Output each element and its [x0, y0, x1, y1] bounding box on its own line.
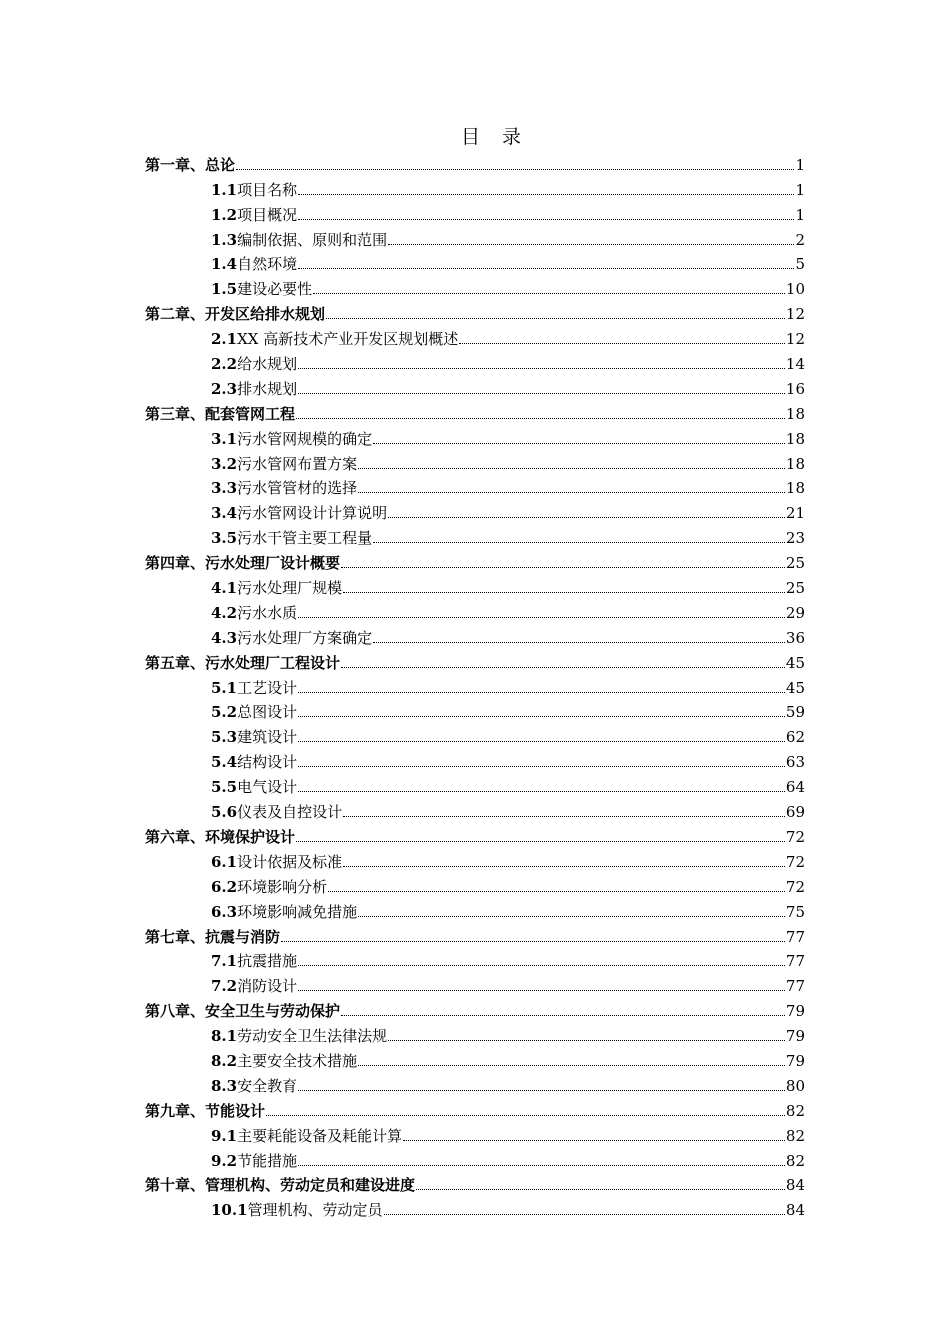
toc-chapter-entry[interactable]: [0, 1096, 950, 1121]
toc-page-number: 2: [795, 230, 805, 249]
toc-page-number: 69: [785, 803, 805, 822]
toc-entry-number: 1.4: [211, 255, 238, 274]
toc-entry-number: 3.3: [211, 479, 238, 498]
toc-chapter-entry[interactable]: [0, 299, 950, 324]
toc-page-number: 18: [785, 479, 805, 498]
toc-entry-label: 管理机构、劳动定员: [247, 1201, 383, 1220]
toc-dot-leader: [373, 542, 785, 543]
toc-page-number: 25: [785, 554, 805, 573]
toc-dot-leader: [358, 468, 785, 469]
toc-section-entry[interactable]: [0, 673, 950, 698]
toc-dot-leader: [298, 268, 794, 269]
toc-dot-leader: [343, 592, 785, 593]
toc-section-entry[interactable]: [0, 1121, 950, 1146]
toc-dot-leader: [298, 1090, 785, 1091]
toc-page-number: 72: [785, 827, 805, 846]
toc-dot-leader: [358, 1065, 785, 1066]
toc-dot-leader: [388, 1040, 785, 1041]
toc-dot-leader: [298, 716, 785, 717]
toc-entry-label: 污水管网设计计算说明: [237, 504, 388, 523]
toc-entry-number: 7.2: [211, 977, 238, 996]
toc-entry-number: 5.3: [211, 728, 238, 747]
toc-section-entry[interactable]: [0, 274, 950, 299]
toc-page-number: 79: [785, 1027, 805, 1046]
toc-entry-label: 第七章、抗震与消防: [145, 927, 281, 946]
toc-entry-number: 3.4: [211, 504, 238, 523]
toc-entry-label: 第一章、总论: [145, 155, 236, 174]
toc-dot-leader: [343, 816, 785, 817]
toc-dot-leader: [236, 169, 794, 170]
toc-chapter-entry[interactable]: [0, 1171, 950, 1196]
toc-section-entry[interactable]: [0, 225, 950, 250]
toc-section-entry[interactable]: [0, 474, 950, 499]
toc-entry-label: 劳动安全卫生法律法规: [237, 1027, 388, 1046]
toc-section-entry[interactable]: [0, 1146, 950, 1171]
toc-entry-number: 8.3: [211, 1076, 238, 1095]
toc-entry-label: 自然环境: [237, 255, 298, 274]
toc-entry-number: 2.3: [211, 379, 238, 398]
toc-dot-leader: [403, 1140, 785, 1141]
toc-dot-leader: [388, 517, 785, 518]
toc-entry-label: XX 高新技术产业开发区规划概述: [237, 330, 459, 349]
toc-section-entry[interactable]: [0, 573, 950, 598]
toc-section-entry[interactable]: [0, 1021, 950, 1046]
toc-page-number: 64: [785, 778, 805, 797]
toc-dot-leader: [358, 916, 785, 917]
toc-page-number: 72: [785, 877, 805, 896]
toc-entry-number: 8.1: [211, 1027, 238, 1046]
toc-section-entry[interactable]: [0, 175, 950, 200]
toc-section-entry[interactable]: [0, 598, 950, 623]
toc-page-number: 63: [785, 753, 805, 772]
toc-dot-leader: [298, 692, 785, 693]
toc-entry-number: 2.2: [211, 355, 238, 374]
toc-entry-label: 建筑设计: [237, 728, 298, 747]
toc-dot-leader: [298, 791, 785, 792]
toc-entry-number: 6.2: [211, 877, 238, 896]
toc-page-number: 84: [785, 1176, 805, 1195]
toc-section-entry[interactable]: [0, 449, 950, 474]
toc-page-number: 10: [785, 280, 805, 299]
toc-entry-label: 抗震措施: [237, 952, 298, 971]
toc-section-entry[interactable]: [0, 1195, 950, 1220]
toc-dot-leader: [328, 891, 785, 892]
toc-dot-leader: [313, 293, 785, 294]
toc-chapter-entry[interactable]: [0, 822, 950, 847]
toc-page-number: 77: [785, 927, 805, 946]
toc-section-entry[interactable]: [0, 1071, 950, 1096]
toc-dot-leader: [341, 667, 785, 668]
toc-list: [0, 150, 950, 1220]
toc-entry-label: 环境影响分析: [237, 877, 328, 896]
toc-entry-label: 第十章、管理机构、劳动定员和建设进度: [145, 1176, 416, 1195]
toc-page-number: 82: [785, 1151, 805, 1170]
toc-dot-leader: [296, 841, 785, 842]
toc-dot-leader: [341, 567, 785, 568]
toc-entry-label: 第二章、开发区给排水规划: [145, 305, 326, 324]
toc-entry-label: 节能措施: [237, 1151, 298, 1170]
toc-entry-label: 排水规划: [237, 379, 298, 398]
toc-page-number: 14: [785, 355, 805, 374]
toc-entry-number: 3.5: [211, 529, 238, 548]
toc-entry-number: 5.4: [211, 753, 238, 772]
toc-page-number: 45: [785, 678, 805, 697]
toc-page-number: 77: [785, 977, 805, 996]
toc-dot-leader: [358, 492, 785, 493]
toc-page-number: 62: [785, 728, 805, 747]
toc-entry-label: 项目概况: [237, 205, 298, 224]
toc-section-entry[interactable]: [0, 324, 950, 349]
toc-dot-leader: [416, 1189, 785, 1190]
toc-chapter-entry[interactable]: [0, 548, 950, 573]
toc-section-entry[interactable]: [0, 947, 950, 972]
toc-section-entry[interactable]: [0, 250, 950, 275]
toc-entry-label: 给水规划: [237, 355, 298, 374]
toc-entry-number: 5.5: [211, 778, 238, 797]
toc-page-number: 5: [795, 255, 805, 274]
toc-entry-label: 主要安全技术措施: [237, 1051, 358, 1070]
toc-entry-label: 污水水质: [237, 603, 298, 622]
toc-entry-label: 污水处理厂方案确定: [237, 628, 373, 647]
toc-section-entry[interactable]: [0, 424, 950, 449]
toc-dot-leader: [298, 965, 785, 966]
toc-entry-label: 第四章、污水处理厂设计概要: [145, 554, 341, 573]
toc-entry-number: 5.6: [211, 803, 238, 822]
toc-entry-label: 项目名称: [237, 180, 298, 199]
toc-entry-number: 3.2: [211, 454, 238, 473]
toc-entry-label: 污水处理厂规模: [237, 579, 343, 598]
toc-page-number: 36: [785, 628, 805, 647]
toc-page-number: 72: [785, 852, 805, 871]
toc-entry-label: 第八章、安全卫生与劳动保护: [145, 1002, 341, 1021]
toc-entry-number: 7.1: [211, 952, 238, 971]
toc-section-entry[interactable]: [0, 797, 950, 822]
toc-entry-label: 第三章、配套管网工程: [145, 404, 296, 423]
toc-page-number: 80: [785, 1076, 805, 1095]
toc-entry-label: 结构设计: [237, 753, 298, 772]
toc-entry-label: 仪表及自控设计: [237, 803, 343, 822]
toc-page-number: 12: [785, 305, 805, 324]
toc-entry-number: 4.3: [211, 628, 238, 647]
toc-page-number: 16: [785, 379, 805, 398]
toc-dot-leader: [373, 443, 785, 444]
toc-page-number: 45: [785, 653, 805, 672]
toc-entry-label: 污水管网布置方案: [237, 454, 358, 473]
toc-entry-number: 1.2: [211, 205, 238, 224]
toc-entry-label: 电气设计: [237, 778, 298, 797]
toc-page-number: 18: [785, 454, 805, 473]
toc-entry-number: 10.1: [211, 1201, 248, 1220]
toc-section-entry[interactable]: [0, 722, 950, 747]
toc-entry-label: 第五章、污水处理厂工程设计: [145, 653, 341, 672]
toc-entry-label: 第九章、节能设计: [145, 1101, 266, 1120]
toc-page-number: 79: [785, 1002, 805, 1021]
toc-chapter-entry[interactable]: [0, 150, 950, 175]
toc-page-number: 29: [785, 603, 805, 622]
toc-page-number: 59: [785, 703, 805, 722]
toc-chapter-entry[interactable]: [0, 399, 950, 424]
toc-page-number: 82: [785, 1126, 805, 1145]
toc-dot-leader: [341, 1015, 785, 1016]
toc-dot-leader: [388, 244, 794, 245]
toc-entry-label: 环境影响减免措施: [237, 902, 358, 921]
toc-section-entry[interactable]: [0, 623, 950, 648]
toc-page-number: 84: [785, 1201, 805, 1220]
toc-section-entry[interactable]: [0, 374, 950, 399]
toc-entry-label: 第六章、环境保护设计: [145, 827, 296, 846]
toc-entry-label: 污水管管材的选择: [237, 479, 358, 498]
toc-entry-number: 3.1: [211, 429, 238, 448]
toc-dot-leader: [384, 1214, 785, 1215]
toc-dot-leader: [298, 990, 785, 991]
toc-page-number: 1: [795, 155, 805, 174]
toc-chapter-entry[interactable]: [0, 996, 950, 1021]
toc-entry-number: 9.2: [211, 1151, 238, 1170]
toc-entry-number: 2.1: [211, 330, 238, 349]
toc-section-entry[interactable]: [0, 498, 950, 523]
toc-page-number: 82: [785, 1101, 805, 1120]
toc-dot-leader: [326, 318, 785, 319]
toc-section-entry[interactable]: [0, 772, 950, 797]
toc-section-entry[interactable]: [0, 872, 950, 897]
toc-entry-label: 设计依据及标准: [237, 852, 343, 871]
toc-dot-leader: [298, 617, 785, 618]
toc-entry-number: 5.1: [211, 678, 238, 697]
toc-section-entry[interactable]: [0, 349, 950, 374]
toc-chapter-entry[interactable]: [0, 922, 950, 947]
toc-entry-label: 工艺设计: [237, 678, 298, 697]
toc-page-number: 18: [785, 404, 805, 423]
toc-page-number: 21: [785, 504, 805, 523]
toc-entry-number: 1.3: [211, 230, 238, 249]
toc-page-number: 1: [795, 180, 805, 199]
toc-entry-label: 主要耗能设备及耗能计算: [237, 1126, 403, 1145]
toc-entry-label: 建设必要性: [237, 280, 313, 299]
toc-dot-leader: [266, 1115, 785, 1116]
toc-entry-number: 1.5: [211, 280, 238, 299]
toc-section-entry[interactable]: [0, 847, 950, 872]
toc-dot-leader: [298, 393, 785, 394]
toc-dot-leader: [298, 219, 794, 220]
toc-entry-label: 消防设计: [237, 977, 298, 996]
toc-entry-number: 4.2: [211, 603, 238, 622]
toc-dot-leader: [296, 418, 785, 419]
toc-dot-leader: [281, 941, 785, 942]
toc-page-number: 1: [795, 205, 805, 224]
toc-section-entry[interactable]: [0, 1046, 950, 1071]
toc-dot-leader: [298, 1165, 785, 1166]
toc-entry-label: 安全教育: [237, 1076, 298, 1095]
toc-dot-leader: [298, 741, 785, 742]
toc-dot-leader: [373, 642, 785, 643]
toc-entry-label: 编制依据、原则和范围: [237, 230, 388, 249]
toc-entry-number: 4.1: [211, 579, 238, 598]
toc-dot-leader: [459, 343, 785, 344]
toc-chapter-entry[interactable]: [0, 648, 950, 673]
toc-title: 目 录: [460, 126, 530, 148]
toc-section-entry[interactable]: [0, 897, 950, 922]
toc-entry-label: 污水干管主要工程量: [237, 529, 373, 548]
toc-section-entry[interactable]: [0, 523, 950, 548]
toc-entry-number: 1.1: [211, 180, 238, 199]
toc-entry-number: 6.1: [211, 852, 238, 871]
toc-section-entry[interactable]: [0, 200, 950, 225]
toc-entry-number: 8.2: [211, 1051, 238, 1070]
toc-page-number: 23: [785, 529, 805, 548]
toc-dot-leader: [298, 194, 794, 195]
toc-dot-leader: [298, 368, 785, 369]
toc-section-entry[interactable]: [0, 698, 950, 723]
toc-entry-number: 9.1: [211, 1126, 238, 1145]
toc-page-number: 12: [785, 330, 805, 349]
toc-entry-number: 6.3: [211, 902, 238, 921]
toc-entry-label: 污水管网规模的确定: [237, 429, 373, 448]
toc-dot-leader: [343, 866, 785, 867]
toc-page-number: 25: [785, 579, 805, 598]
toc-page-number: 79: [785, 1051, 805, 1070]
toc-page-number: 75: [785, 902, 805, 921]
toc-dot-leader: [298, 766, 785, 767]
toc-page-number: 18: [785, 429, 805, 448]
toc-entry-number: 5.2: [211, 703, 238, 722]
toc-page-number: 77: [785, 952, 805, 971]
toc-section-entry[interactable]: [0, 747, 950, 772]
toc-entry-label: 总图设计: [237, 703, 298, 722]
toc-section-entry[interactable]: [0, 971, 950, 996]
